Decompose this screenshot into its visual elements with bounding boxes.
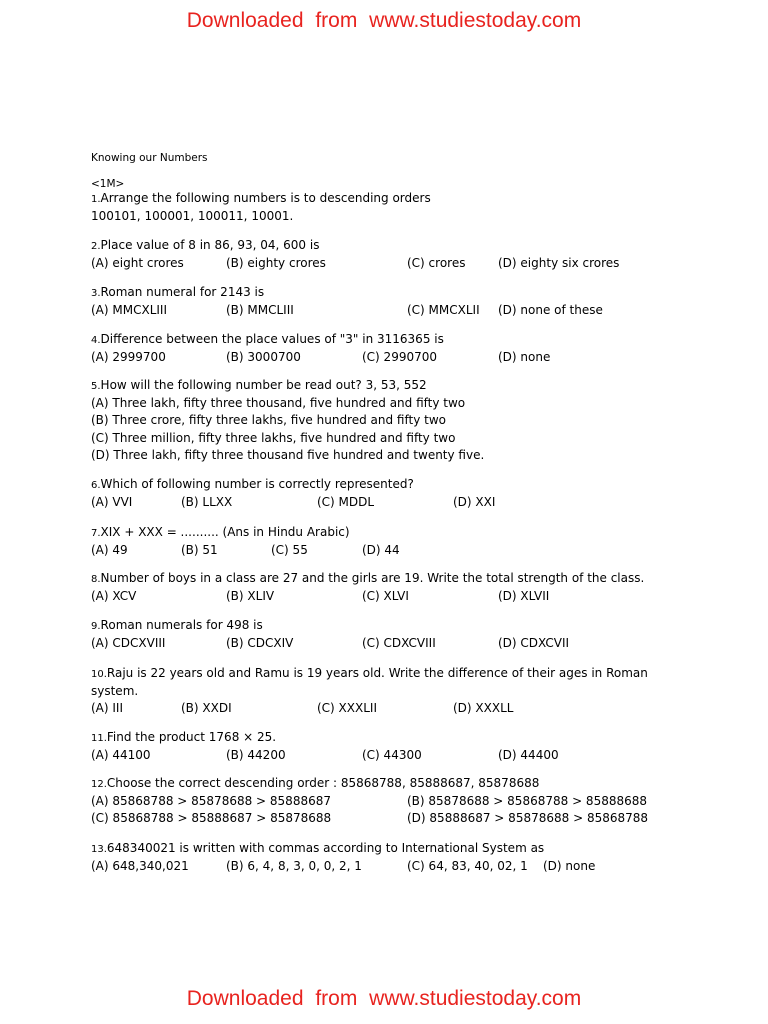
question-number: 8. [91,574,101,585]
question-line2: 100101, 100001, 100011, 10001. [91,208,294,223]
question-number: 3. [91,288,101,299]
option-d: (D) 85888687 > 85878688 > 85868788 [407,811,649,825]
option-c: (C) 85868788 > 85888687 > 85878688 [91,811,332,825]
question-2 [91,237,620,272]
option-a: (A) VVI [91,494,133,509]
option-c: (C) Three million, fifty three lakhs, five hundred and fifty two [91,430,456,445]
question-text: Choose the correct descending order : 85868788, 85888687, 85878688 [106,776,540,790]
option-b: (B) 51 [181,542,218,557]
option-d: (D) Three lakh, fifty three thousand five hundred and twenty five. [91,448,485,462]
option-a: (A) CDCXVIII [91,635,166,650]
question-number: 4. [91,335,101,346]
question-8 [91,570,644,605]
option-a: (A) 648,340,021 [91,858,189,873]
option-c: (C) XXXLII [317,701,377,715]
question-6 [91,476,496,511]
option-a: (A) III [91,701,124,715]
option-a: (A) 2999700 [91,349,166,364]
option-b: (B) XXDI [181,701,232,715]
question-12 [91,775,649,828]
option-b: (B) LLXX [181,494,233,509]
question-text: Roman numeral for 2143 is [100,285,265,299]
question-number: 7. [91,528,101,539]
option-b: (B) eighty crores [226,255,326,270]
option-a: (A) 49 [91,542,128,557]
option-b: (B) MMCLIII [226,302,294,317]
question-text: Difference between the place values of "3" in 3116365 is [100,332,444,346]
option-c: (C) crores [407,255,466,270]
question-number: 6. [91,480,101,491]
option-d: (D) none [543,858,596,873]
question-number: 2. [91,241,101,252]
option-b: (B) 6, 4, 8, 3, 0, 0, 2, 1 [226,858,362,873]
question-text: 648340021 is written with commas according to International System as [106,841,545,855]
footer-download-banner: Downloaded from www.studiestoday.com [186,987,582,1010]
option-d: (D) XXI [453,494,496,509]
question-number: 9. [91,621,101,632]
question-11 [91,729,559,764]
option-d: (D) eighty six crores [498,255,620,270]
question-text: Which of following number is correctly represented? [100,477,414,491]
option-c: (C) CDXCVIII [362,635,436,650]
option-b: (B) Three crore, fifty three lakhs, five hundred and fifty two [91,413,446,427]
option-a: (A) Three lakh, fifty three thousand, five hundred and fifty two [91,395,466,410]
option-c: (C) 55 [271,542,308,557]
option-b: (B) XLIV [226,588,275,603]
question-10 [91,665,648,718]
option-c: (C) XLVI [362,588,409,603]
option-c: (C) 64, 83, 40, 02, 1 [407,858,528,873]
question-13 [91,840,596,875]
question-line2: system. [91,683,139,698]
question-1 [91,190,431,225]
question-9 [91,617,570,652]
header-download-banner: Downloaded from www.studiestoday.com [186,9,582,32]
option-d: (D) 44 [362,542,400,557]
question-number: 13. [91,844,107,855]
option-a: (A) 44100 [91,747,151,762]
option-a: (A) XCV [91,588,137,603]
question-number: 10. [91,669,107,680]
option-c: (C) MDDL [317,494,375,509]
question-text: Raju is 22 years old and Ramu is 19 years old. Write the difference of their ages in Roman [106,666,648,680]
option-c: (C) 44300 [362,747,422,762]
question-number: 12. [91,779,107,790]
option-d: (D) none [498,349,551,364]
question-number: 11. [91,733,107,744]
option-b: (B) CDCXIV [226,635,294,650]
question-number: 1. [91,194,101,205]
option-d: (D) 44400 [498,747,559,762]
question-text: Find the product 1768 × 25. [106,730,277,744]
question-7 [91,524,400,559]
option-d: (D) XLVII [498,588,550,603]
question-3 [91,284,603,319]
question-text: Number of boys in a class are 27 and the girls are 19. Write the total strength of the class. [100,571,645,585]
option-b: (B) 85878688 > 85868788 > 85888688 [407,793,648,808]
chapter-title: Knowing our Numbers [91,152,208,164]
question-4 [91,331,551,366]
question-text: Place value of 8 in 86, 93, 04, 600 is [100,238,320,252]
option-a: (A) MMCXLIII [91,302,167,317]
option-d: (D) XXXLL [453,701,514,715]
option-b: (B) 3000700 [226,349,301,364]
option-b: (B) 44200 [226,747,286,762]
option-c: (C) 2990700 [362,349,437,364]
option-d: (D) CDXCVII [498,635,570,650]
question-text: XIX + XXX = .......... (Ans in Hindu Arabic) [100,525,350,539]
question-text: Roman numerals for 498 is [100,618,263,632]
question-text: Arrange the following numbers is to descending orders [100,191,431,205]
option-c: (C) MMCXLII [407,302,480,317]
question-5 [91,377,484,465]
option-d: (D) none of these [498,302,603,317]
question-number: 5. [91,381,101,392]
marks-label: <1M> [91,178,125,190]
option-a: (A) 85868788 > 85878688 > 85888687 [91,793,331,808]
option-a: (A) eight crores [91,255,184,270]
question-text: How will the following number be read out? 3, 53, 552 [100,378,427,392]
